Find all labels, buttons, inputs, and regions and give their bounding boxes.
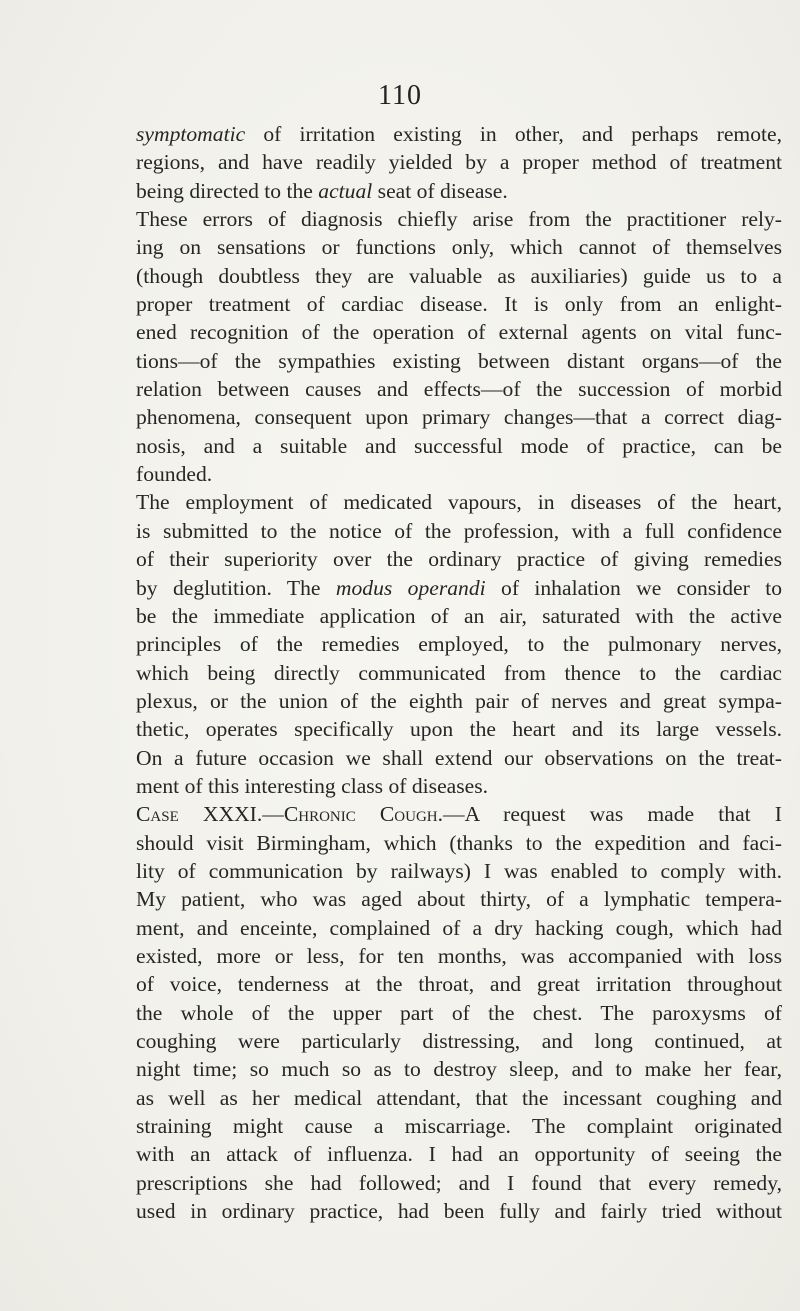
case-heading: Case XXXI.—Chronic Cough. xyxy=(136,802,444,827)
line-text: night time; so much so as to destroy sleep, and to make her fear, xyxy=(136,1057,782,1082)
text-line xyxy=(136,460,782,488)
line-text: phenomena, consequent upon primary changes—that a correct diag- xyxy=(136,405,782,430)
text-line xyxy=(136,970,782,998)
line-text: nosis, and a suitable and successful mode of practice, can be xyxy=(136,433,782,458)
italic-text: modus operandi xyxy=(335,575,486,600)
line-text: by deglutition. The xyxy=(136,575,336,600)
text-line xyxy=(136,574,782,602)
text-line xyxy=(136,545,782,573)
line-text: lity of communication by railways) I was enabled to comply with. xyxy=(136,858,782,883)
text-line xyxy=(136,148,782,176)
text-line xyxy=(136,1169,782,1197)
line-text: of their superiority over the ordinary practice of giving remedies xyxy=(136,547,782,572)
text-line xyxy=(136,999,782,1027)
line-text: of inhalation we consider to xyxy=(485,575,782,600)
line-text: the whole of the upper part of the chest. The paroxysms of xyxy=(136,1000,782,1025)
line-text: being directed to the xyxy=(136,178,319,203)
line-text: should visit Birmingham, which (thanks to the expedition and faci- xyxy=(136,830,782,855)
text-line xyxy=(136,942,782,970)
line-text: of voice, tenderness at the throat, and great irritation throughout xyxy=(136,972,782,997)
paragraph xyxy=(136,488,782,800)
text-line xyxy=(136,290,782,318)
text-line xyxy=(136,659,782,687)
text-line xyxy=(136,1197,782,1225)
paragraph xyxy=(136,120,782,205)
line-text: principles of the remedies employed, to the pulmonary nerves, xyxy=(136,632,782,657)
text-line xyxy=(136,829,782,857)
line-text: existed, more or less, for ten months, was accompanied with loss xyxy=(136,943,782,968)
line-text: ened recognition of the operation of external agents on vital func- xyxy=(136,320,782,345)
line-text: ment of this interesting class of diseases. xyxy=(136,773,489,798)
text-line xyxy=(136,800,782,828)
line-text: thetic, operates specifically upon the heart and its large vessels. xyxy=(136,717,782,742)
line-text: —A request was made that I xyxy=(443,802,782,827)
text-line xyxy=(136,488,782,516)
text-line xyxy=(136,318,782,346)
line-text: is submitted to the notice of the profession, with a full confidence xyxy=(136,518,782,543)
line-text: The employment of medicated vapours, in diseases of the heart, xyxy=(136,490,782,515)
line-text: coughing were particularly distressing, and long continued, at xyxy=(136,1029,782,1053)
text-line xyxy=(136,1140,782,1168)
text-line xyxy=(136,914,782,942)
paragraph xyxy=(136,800,782,1225)
text-line xyxy=(136,432,782,460)
text-line xyxy=(136,772,782,800)
text-line xyxy=(136,262,782,290)
text-line xyxy=(136,857,782,885)
line-text: prescriptions she had followed; and I found that every remedy, xyxy=(136,1170,782,1195)
line-text: straining might cause a miscarriage. The complaint originated xyxy=(136,1114,782,1139)
page-number: 110 xyxy=(378,80,422,111)
text-line xyxy=(136,120,782,148)
line-text: ment, and enceinte, complained of a dry hacking cough, which had xyxy=(136,915,782,940)
line-text: On a future occasion we shall extend our observations on the treat- xyxy=(136,745,782,770)
text-line xyxy=(136,1027,782,1055)
text-line xyxy=(136,630,782,658)
line-text: as well as her medical attendant, that the incessant coughing and xyxy=(136,1085,782,1110)
line-text: used in ordinary practice, had been fully and fairly tried without xyxy=(136,1199,782,1224)
text-line xyxy=(136,233,782,261)
text-line xyxy=(136,687,782,715)
line-text: seat of disease. xyxy=(372,178,508,203)
body-text xyxy=(136,120,782,1225)
line-text: relation between causes and effects—of the succession of morbid xyxy=(136,377,782,402)
line-text: founded. xyxy=(136,462,213,487)
text-line xyxy=(136,744,782,772)
line-text: regions, and have readily yielded by a proper method of treatment xyxy=(136,150,782,175)
text-line xyxy=(136,403,782,431)
line-text: tions—of the sympathies existing between distant organs—of the xyxy=(136,348,782,373)
line-text: plexus, or the union of the eighth pair of nerves and great sympa- xyxy=(136,688,782,713)
line-text: which being directly communicated from thence to the cardiac xyxy=(136,660,782,685)
text-line xyxy=(136,715,782,743)
text-line xyxy=(136,885,782,913)
italic-text: symptomatic xyxy=(136,122,246,146)
text-line xyxy=(136,1084,782,1112)
text-line xyxy=(136,177,782,205)
line-text: My patient, who was aged about thirty, of a lymphatic tempera- xyxy=(136,887,782,912)
text-line xyxy=(136,602,782,630)
italic-text: actual xyxy=(318,178,373,203)
text-line xyxy=(136,205,782,233)
line-text: with an attack of influenza. I had an opportunity of seeing the xyxy=(136,1142,782,1167)
line-text: These errors of diagnosis chiefly arise from the practitioner rely- xyxy=(136,207,782,232)
paragraph xyxy=(136,205,782,488)
line-text: (though doubtless they are valuable as auxiliaries) guide us to a xyxy=(136,263,782,288)
text-line xyxy=(136,347,782,375)
line-text: proper treatment of cardiac disease. It is only from an enlight- xyxy=(136,292,782,317)
text-line xyxy=(136,375,782,403)
text-line xyxy=(136,1112,782,1140)
line-text: ing on sensations or functions only, which cannot of themselves xyxy=(136,235,782,260)
line-text: be the immediate application of an air, saturated with the active xyxy=(136,603,782,628)
line-text: of irritation existing in other, and perhaps remote, xyxy=(245,122,782,146)
text-line xyxy=(136,517,782,545)
text-line xyxy=(136,1055,782,1083)
